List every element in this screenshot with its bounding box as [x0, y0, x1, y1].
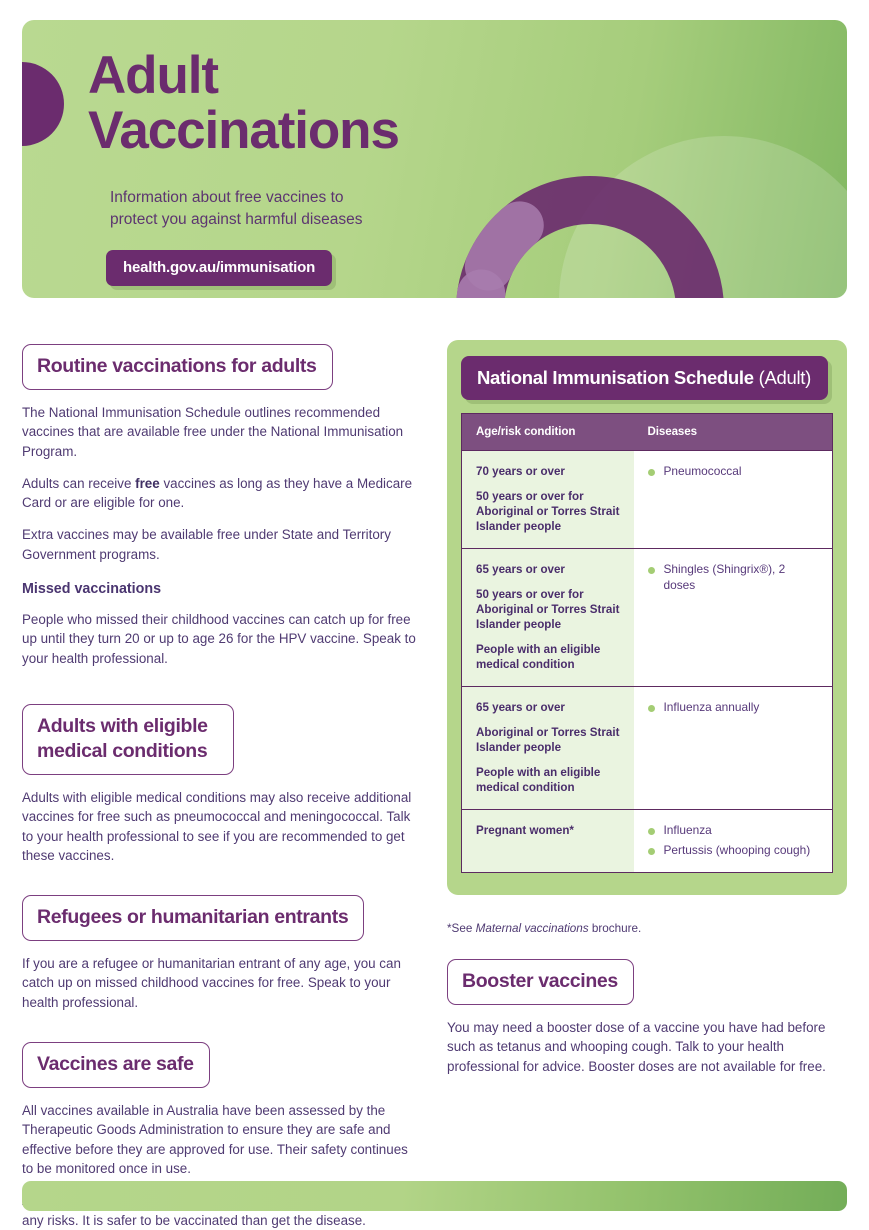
table-header-row — [462, 414, 833, 451]
disease-label: Influenza — [663, 823, 712, 837]
condition-line: 70 years or over — [476, 465, 565, 478]
footnote-before: *See — [447, 922, 476, 935]
condition-line: 50 years or over for Aboriginal or Torres Strait Islander people — [476, 490, 620, 533]
page-subtitle-line-1: Information about free vaccines to — [110, 189, 344, 206]
condition-line: 65 years or over — [476, 563, 565, 576]
schedule-title-main: National Immunisation Schedule — [477, 367, 754, 388]
table-row — [462, 810, 833, 873]
purple-half-circle-decoration — [22, 62, 64, 146]
safe-paragraph-1: All vaccines available in Australia have been assessed by the Therapeutic Goods Administration to ensure they are safe and effective before they are approved for use. Their safety continues to be monitored once in use. — [22, 1103, 408, 1176]
section-heading-refugees: Refugees or humanitarian entrants — [22, 895, 364, 941]
disease-label: Influenza annually — [663, 700, 760, 714]
disease-label: Pneumococcal — [663, 464, 742, 478]
cell-conditions — [462, 549, 634, 687]
section-heading-vaccines-are-safe: Vaccines are safe — [22, 1042, 210, 1088]
cell-diseases — [634, 549, 833, 687]
immunisation-schedule-panel — [447, 340, 847, 895]
medical-paragraph-1: Adults with eligible medical conditions may also receive additional vaccines for free such as pneumococcal and meningococcal. Talk to your health professional to see if you are recommended to get these vaccines. — [22, 789, 412, 863]
bullet-dot-icon — [648, 567, 655, 574]
header-banner — [22, 20, 847, 298]
refugees-paragraph-1: If you are a refugee or humanitarian entrant of any age, you can catch up on missed childhood vaccines for free. Speak to your health professional. — [22, 956, 401, 1010]
disease-list-item — [648, 843, 821, 859]
disease-list-item — [648, 700, 821, 716]
section-heading-routine-vaccinations: Routine vaccinations for adults — [22, 344, 333, 390]
cell-diseases — [634, 687, 833, 810]
website-url-pill[interactable]: health.gov.au/immunisation — [106, 250, 332, 286]
table-row — [462, 687, 833, 810]
condition-line: 50 years or over for Aboriginal or Torres Strait Islander people — [476, 588, 620, 631]
bullet-dot-icon — [648, 469, 655, 476]
bullet-dot-icon — [648, 848, 655, 855]
condition-line: Pregnant women* — [476, 824, 574, 837]
right-content-column — [447, 340, 847, 1076]
cell-conditions — [462, 687, 634, 810]
page-title-line-2: Vaccinations — [88, 101, 399, 160]
section-heading-booster-vaccines: Booster vaccines — [447, 959, 634, 1005]
disease-label: Pertussis (whooping cough) — [663, 842, 811, 857]
routine-paragraph-4: People who missed their childhood vaccines can catch up for free up until they turn 20 or up to age 26 for the HPV vaccine. Speak to your health professional. — [22, 612, 416, 666]
column-header-diseases: Diseases — [634, 414, 833, 451]
disease-list-item — [648, 562, 821, 593]
column-header-age-risk-condition: Age/risk condition — [462, 414, 634, 451]
left-content-column — [22, 344, 420, 1230]
condition-line: People with an eligible medical condition — [476, 643, 601, 671]
page-title — [88, 48, 399, 158]
schedule-title-qualifier: (Adult) — [753, 367, 812, 388]
cell-diseases — [634, 810, 833, 873]
disease-list-item — [648, 464, 821, 480]
footer-green-bar — [22, 1181, 847, 1211]
safe-paragraph-2: any risks. It is safer to be vaccinated than get the disease. — [22, 1212, 366, 1228]
section-heading-medical-conditions: Adults with eligible medical conditions — [22, 704, 234, 775]
routine-paragraph-1: The National Immunisation Schedule outlines recommended vaccines that are available free under the National Immunisation Program. — [22, 405, 404, 459]
footnote-after: brochure. — [588, 922, 642, 935]
cell-conditions — [462, 451, 634, 549]
page-subtitle-line-2: protect you against harmful diseases — [110, 211, 363, 228]
table-row — [462, 549, 833, 687]
cell-conditions — [462, 810, 634, 873]
schedule-title — [461, 356, 828, 400]
condition-line: People with an eligible medical condition — [476, 766, 601, 794]
condition-line: 65 years or over — [476, 701, 565, 714]
routine-p2-after: vaccines as long as they have a Medicare Card or are eligible for one. — [22, 475, 413, 511]
page-title-line-1: Adult — [88, 46, 218, 105]
routine-p2-bold-free: free — [135, 475, 160, 491]
footnote-brochure-title: Maternal vaccinations — [475, 922, 589, 935]
schedule-footnote — [447, 922, 847, 935]
subheading-missed-vaccinations: Missed vaccinations — [22, 581, 162, 598]
routine-paragraph-3: Extra vaccines may be available free under State and Territory Government programs. — [22, 527, 391, 562]
purple-ring-decoration — [440, 160, 740, 298]
immunisation-schedule-table — [461, 413, 833, 873]
disease-label: Shingles (Shingrix®), 2 doses — [663, 562, 786, 592]
bullet-dot-icon — [648, 828, 655, 835]
page-subtitle — [110, 187, 362, 231]
disease-list-item — [648, 823, 821, 839]
condition-line: Aboriginal or Torres Strait Islander people — [476, 726, 620, 754]
routine-p2-before: Adults can receive — [22, 475, 136, 491]
booster-paragraph-1: You may need a booster dose of a vaccine you have had before such as tetanus and whooping cough. Talk to your health professional for advice. Booster doses are not available for free. — [447, 1020, 826, 1074]
bullet-dot-icon — [648, 705, 655, 712]
routine-paragraph-2 — [22, 474, 420, 513]
table-row — [462, 451, 833, 549]
cell-diseases — [634, 451, 833, 549]
